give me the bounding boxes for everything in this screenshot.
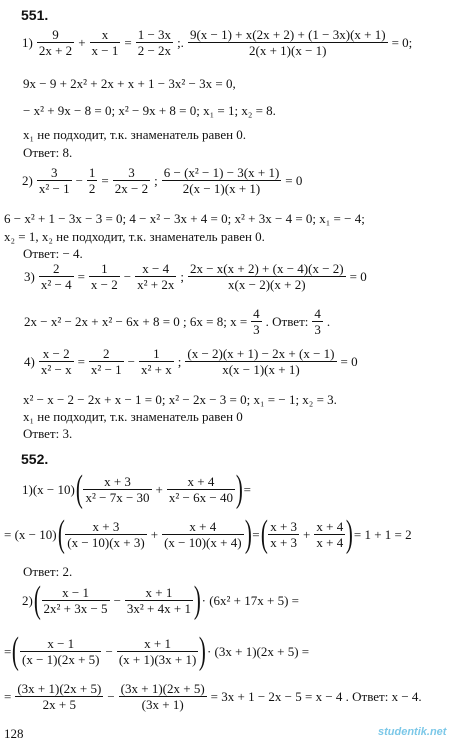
p551-3-equation: 3) $\frac{2}{\text{x² − 4}}$ = $\frac{1}{x - 2}$ − $\frac{x - 4}{\text{x² + 2x}}$ ; $\frac{2x - x(x + 2) + (x - 4)(x - 2)}{x(x - 2)(x + 2)}$ = 0 <box>24 261 367 292</box>
p551-1-note: x₁ не подходит, т.к. знаменатель равен 0. <box>23 127 247 142</box>
p552-2-equation: 2)( $\frac{x - 1}{\text{2x² + 3x − 5}}$ − $\frac{x + 1}{\text{3x² + 4x + 1}}$ )· (6x² + 17x + 5) = <box>22 579 300 621</box>
p551-1-equation: 1) $\frac{9}{2x + 2}$ + $\frac{x}{x - 1}$ = $\frac{1 - 3x}{2 - 2x}$ ;. $\frac{9(x - 1) + x(2x + 2) + (1 - 3x)(x + 1)}{2(x + 1)(x - 1)}$ = 0; <box>22 27 413 58</box>
p551-4-note: x₁ не подходит, т.к. знаменатель равен 0 <box>23 409 243 424</box>
p551-1-line3: − x² + 9x − 8 = 0; x² − 9x + 8 = 0; x₁ = 1; x₂ = 8. <box>23 103 276 118</box>
p551-1-answer: Ответ: 8. <box>23 145 73 160</box>
p551-2-line2: 6 − x² + 1 − 3x − 3 = 0; 4 − x² − 3x + 4 = 0; x² + 3x − 4 = 0; x₁ = − 4; <box>4 211 365 226</box>
p551-2-equation: 2) $\frac{3}{\text{x² − 1}}$ − $\frac{1}{2}$ = $\frac{3}{2x - 2}$ ; $\frac{\text{6 − (x² − 1) − 3(x + 1)}}{2(x - 1)(x + 1)}$ = 0 <box>22 165 303 196</box>
p551-4-answer: Ответ: 3. <box>23 426 73 441</box>
p552-1-line2: = (x − 10)( $\frac{x + 3}{(x - 10)(x + 3)}$ + $\frac{x + 4}{(x - 10)(x + 4)}$ )=( $\frac{x + 3}{x + 3}$ + $\frac{x + 4}{x + 4}$ )= 1 + 1 = 2 <box>4 513 412 555</box>
p551-3-line2: 2x − x² − 2x + x² − 6x + 8 = 0 ; 6x = 8; x = $\frac{4}{3}$ . Ответ: $\frac{4}{3}$ . <box>24 306 331 337</box>
problem-551-title: 551. <box>21 7 49 23</box>
p552-2-line3: = $\frac{(3x + 1)(2x + 5)}{2x + 5}$ − $\frac{(3x + 1)(2x + 5)}{(3x + 1)}$ = 3x + 1 − 2x − 5 = x − 4 . Ответ: x − 4. <box>4 681 422 712</box>
p552-2-line2: =( $\frac{x - 1}{(x - 1)(2x + 5)}$ − $\frac{x + 1}{(x + 1)(3x + 1)}$ )· (3x + 1)(2x + 5) = <box>4 630 310 672</box>
p551-4-equation: 4) $\frac{x - 2}{\text{x² − x}}$ = $\frac{2}{\text{x² − 1}}$ − $\frac{1}{\text{x² + x}}$ ; $\frac{(x - 2)(x + 1) - 2x + (x - 1)}{x(x - 1)(x + 1)}$ = 0 <box>24 346 358 377</box>
p551-4-line2: x² − x − 2 − 2x + x − 1 = 0; x² − 2x − 3 = 0; x₁ = − 1; x₂ = 3. <box>23 392 337 407</box>
page-number: 128 <box>4 726 24 741</box>
p552-1-answer: Ответ: 2. <box>23 564 73 579</box>
p551-2-line3: x₂ = 1, x₂ не подходит, т.к. знаменатель равен 0. <box>4 229 265 244</box>
watermark: studentik.net <box>378 726 447 738</box>
p551-1-line2: 9x − 9 + 2x² + 2x + x + 1 − 3x² − 3x = 0, <box>23 76 236 91</box>
problem-552-title: 552. <box>21 451 49 467</box>
p552-1-equation: 1)(x − 10)( $\frac{x + 3}{\text{x² − 7x − 30}}$ + $\frac{x + 4}{\text{x² − 6x − 40}}$ )= <box>22 468 251 510</box>
p551-2-answer: Ответ: − 4. <box>23 246 83 261</box>
